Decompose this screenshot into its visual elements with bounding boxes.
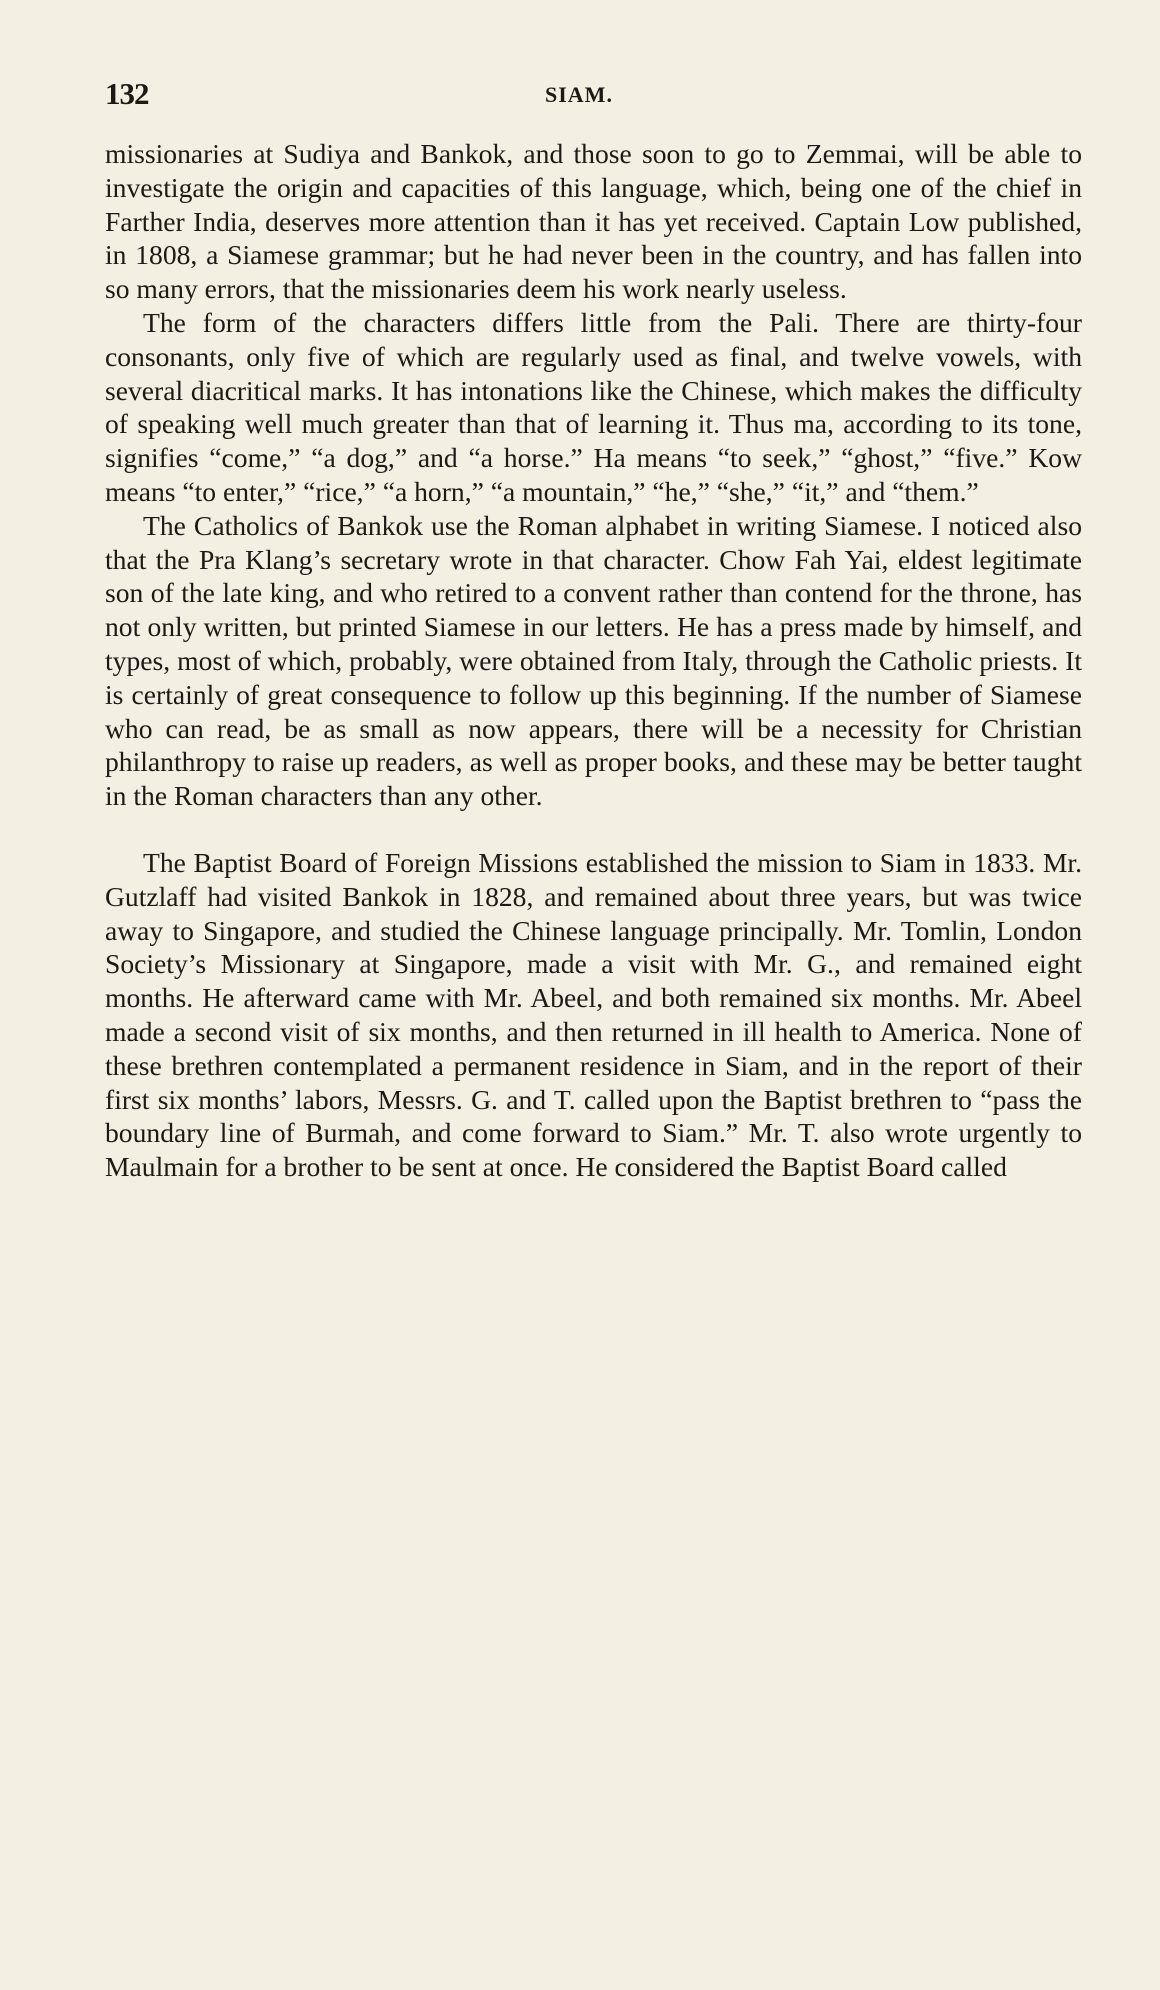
page-number: 132 <box>105 76 149 111</box>
paragraph-1: missionaries at Sudiya and Bankok, and those soon to go to Zemmai, will be able to investigate the origin and capacities of this language, which, being one of the chief in Farther India, deserves more attention than it has yet received. Captain Low published, in 1808, a Siamese grammar; but he had never been in the country, and has fallen into so many errors, that the missionaries deem his work nearly useless. <box>105 138 1082 305</box>
paragraph-4: The Baptist Board of Foreign Missions established the mission to Siam in 1833. Mr. Gutzlaff had visited Bankok in 1828, and remained about three years, but was twice away to Singapore, and studied the Chinese language principally. Mr. Tomlin, London Society’s Missionary at Singapore, made a visit with Mr. G., and remained eight months. He afterward came with Mr. Abeel, and both remained six months. Mr. Abeel made a second visit of six months, and then returned in ill health to America. None of these brethren contemplated a permanent residence in Siam, and in the report of their first six months’ labors, Messrs. G. and T. called upon the Baptist brethren to “pass the boundary line of Burmah, and come forward to Siam.” Mr. T. also wrote urgently to Maulmain for a brother to be sent at once. He considered the Baptist Board called <box>105 846 1082 1183</box>
running-head: SIAM. <box>545 82 613 107</box>
page-header <box>105 76 1080 116</box>
paragraph-2: The form of the characters differs little from the Pali. There are thirty-four consonants, only five of which are regularly used as final, and twelve vowels, with several diacritical marks. It has intonations like the Chinese, which makes the difficulty of speaking well much greater than that of learning it. Thus ma, according to its tone, signifies “come,” “a dog,” and “a horse.” Ha means “to seek,” “ghost,” “five.” Kow means “to enter,” “rice,” “a horn,” “a mountain,” “he,” “she,” “it,” and “them.” <box>105 306 1082 507</box>
body-text <box>105 137 1082 1184</box>
paragraph-3: The Catholics of Bankok use the Roman alphabet in writing Siamese. I noticed also that the Pra Klang’s secretary wrote in that character. Chow Fah Yai, eldest legitimate son of the late king, and who retired to a convent rather than contend for the throne, has not only written, but printed Siamese in our letters. He has a press made by himself, and types, most of which, probably, were obtained from Italy, through the Catholic priests. It is certainly of great consequence to follow up this beginning. If the number of Siamese who can read, be as small as now appears, there will be a necessity for Christian philanthropy to raise up readers, as well as proper books, and these may be better taught in the Roman characters than any other. <box>105 509 1082 812</box>
